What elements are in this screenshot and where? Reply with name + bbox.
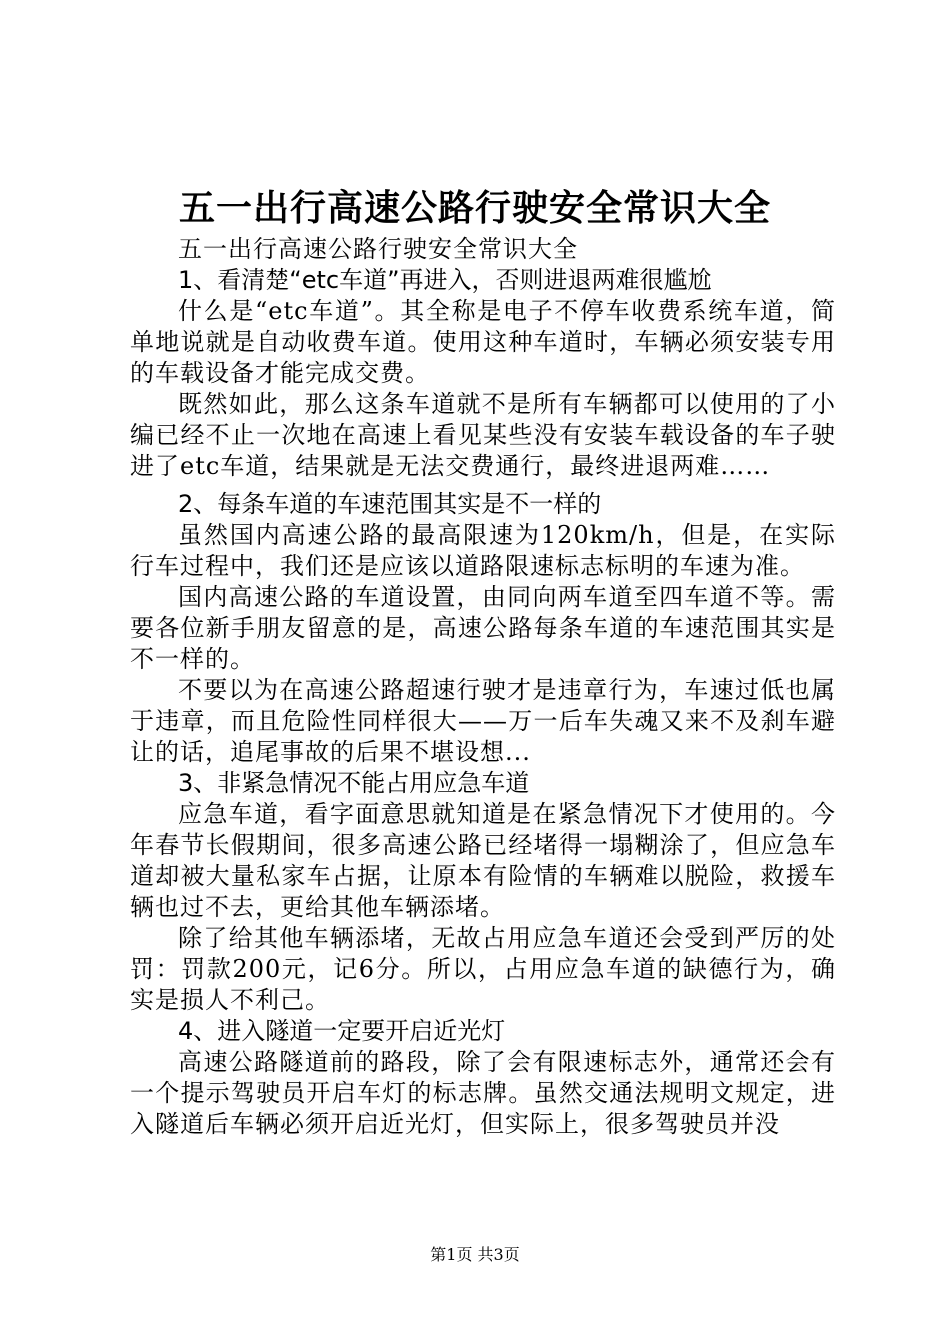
section-heading-4: 4、进入隧道一定要开启近光灯 [178, 1017, 506, 1045]
section-heading-2: 2、每条车道的车速范围其实是不一样的 [178, 490, 602, 518]
document-title: 五一出行高速公路行驶安全常识大全 [178, 188, 771, 229]
document-subtitle: 五一出行高速公路行驶安全常识大全 [178, 235, 578, 263]
document-body [130, 234, 836, 1140]
paragraph: 不要以为在高速公路超速行驶才是违章行为，车速过低也属于违章，而且危险性同样很大——万一后车失魂又来不及刹车避让的话，追尾事故的后果不堪设想... [130, 676, 836, 766]
paragraph: 除了给其他车辆添堵，无故占用应急车道还会受到严厉的处罚：罚款200元，记6分。所以，占用应急车道的缺德行为，确实是损人不利己。 [130, 924, 836, 1014]
section-heading-3: 3、非紧急情况不能占用应急车道 [178, 769, 530, 797]
paragraph: 应急车道，看字面意思就知道是在紧急情况下才使用的。今年春节长假期间，很多高速公路已经堵得一塌糊涂了，但应急车道却被大量私家车占据，让原本有险情的车辆难以脱险，救援车辆也过不去，更给其他车辆添堵。 [130, 800, 836, 921]
paragraph: 既然如此，那么这条车道就不是所有车辆都可以使用的了小编已经不止一次地在高速上看见某些没有安装车载设备的车子驶进了etc车道，结果就是无法交费通行，最终进退两难…… [130, 390, 836, 480]
paragraph: 国内高速公路的车道设置，由同向两车道至四车道不等。需要各位新手朋友留意的是，高速公路每条车道的车速范围其实是不一样的。 [130, 583, 836, 673]
paragraph: 高速公路隧道前的路段，除了会有限速标志外，通常还会有一个提示驾驶员开启车灯的标志牌。虽然交通法规明文规定，进入隧道后车辆必须开启近光灯，但实际上，很多驾驶员并没 [130, 1048, 836, 1138]
paragraph: 什么是“etc车道”。其全称是电子不停车收费系统车道，简单地说就是自动收费车道。使用这种车道时，车辆必须安装专用的车载设备才能完成交费。 [130, 297, 836, 387]
page-footer: 第1页 共3页 [430, 1245, 520, 1264]
paragraph: 虽然国内高速公路的最高限速为120km/h，但是，在实际行车过程中，我们还是应该以道路限速标志标明的车速为准。 [130, 521, 836, 580]
section-heading-1: 1、看清楚“etc车道”再进入，否则进退两难很尴尬 [178, 266, 712, 294]
